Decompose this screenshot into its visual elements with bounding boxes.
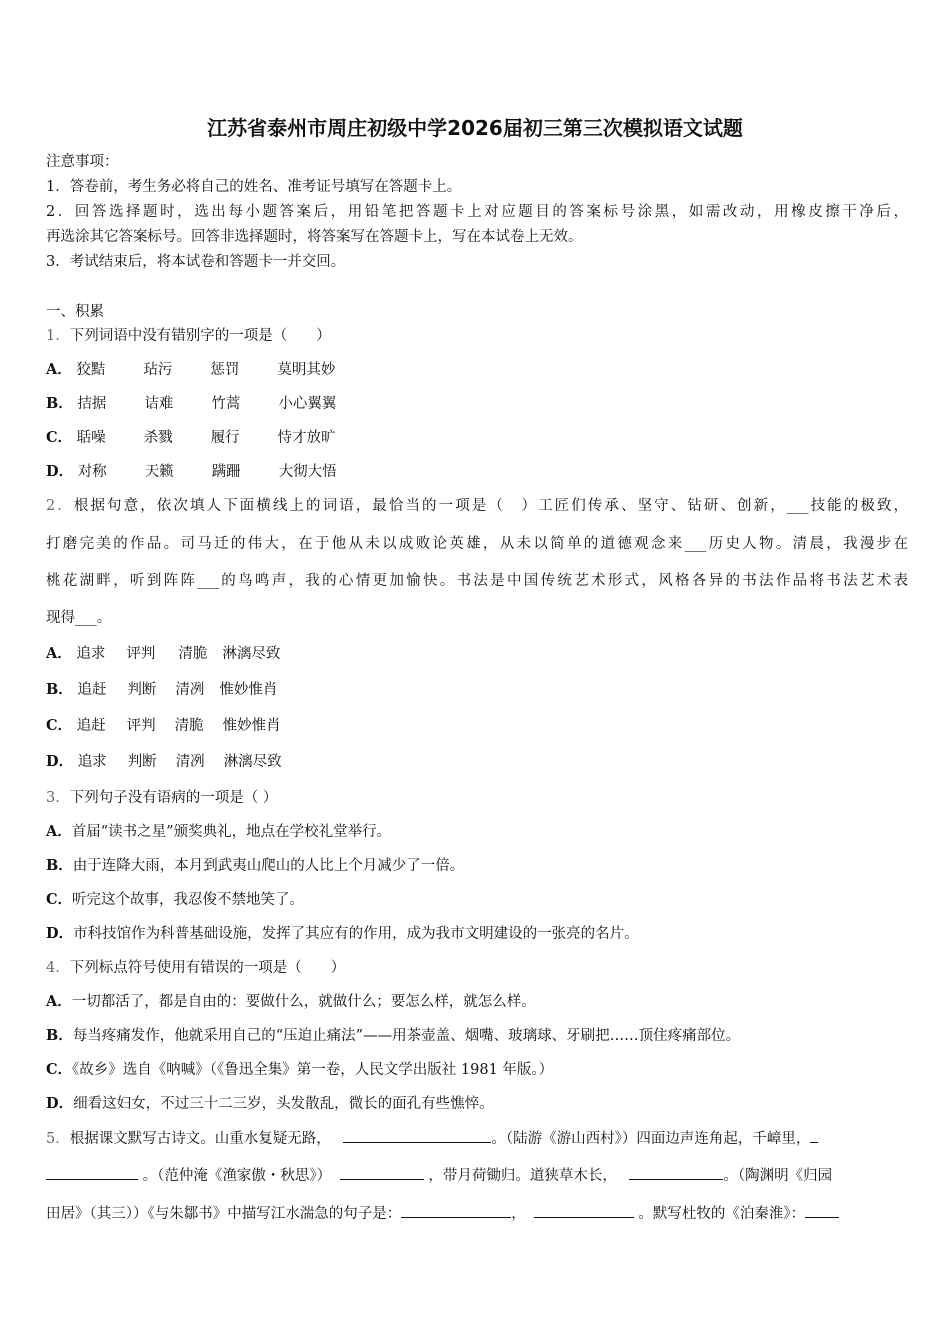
question-5-line-3	[46, 1203, 908, 1224]
option-word: 莫明其妙	[277, 362, 336, 378]
question-1-stem	[46, 326, 908, 346]
option-word: 清冽	[175, 754, 205, 770]
option-word: 淋漓尽致	[223, 754, 282, 770]
question-text: ，带月荷锄归。道狭草木长，	[428, 1168, 617, 1184]
option-letter: A．	[46, 361, 72, 378]
question-2-line-1	[46, 496, 908, 516]
option-word: 清冽	[175, 682, 205, 698]
question-5-line-2	[46, 1165, 908, 1186]
option-word: 对称	[77, 464, 107, 480]
answer-blank[interactable]	[46, 1165, 138, 1180]
q1-option-a	[46, 360, 335, 380]
option-word: 杀戮	[143, 430, 173, 446]
option-letter: B．	[46, 857, 73, 874]
option-word: 聒噪	[76, 430, 106, 446]
option-word: 小心翼翼	[278, 396, 337, 412]
option-word: 诘难	[144, 396, 174, 412]
q3-option-a	[46, 822, 391, 842]
question-2-line-2: 打磨完美的作品。司马迁的伟大，在于他从未以成败论英雄，从未以简单的道德观念来___历史人物。清晨，我漫步在	[46, 536, 908, 552]
question-number: 1．	[46, 328, 70, 344]
question-text: 。（陶渊明《归园	[723, 1168, 833, 1184]
option-letter: B．	[46, 681, 73, 698]
q4-option-c	[46, 1060, 553, 1080]
notice-item-1: 1．答卷前，考生务必将自己的姓名、准考证号填写在答题卡上。	[46, 179, 462, 195]
option-word: 追求	[77, 754, 107, 770]
q2-option-c	[46, 716, 281, 736]
notice-item-3: 3．考试结束后，将本试卷和答题卡一并交回。	[46, 254, 346, 270]
option-word: 追求	[76, 646, 106, 662]
q1-option-b	[46, 394, 336, 414]
option-letter: D．	[46, 753, 74, 770]
option-letter: A．	[46, 823, 72, 840]
option-text: 听完这个故事，我忍俊不禁地笑了。	[72, 892, 305, 908]
q2-option-d	[46, 752, 282, 772]
q2-option-a	[46, 644, 280, 664]
question-text: ，	[511, 1206, 526, 1222]
q1-option-d	[46, 462, 337, 482]
notice-item-2: 2．回答选择题时，选出每小题答案后，用铅笔把答题卡上对应题目的答案标号涂黑，如需改动，用橡皮擦干净后，	[46, 204, 908, 220]
question-text: 下列词语中没有错别字的一项是（ ）	[69, 328, 331, 344]
question-text: 。（范仲淹《渔家傲・秋思》）	[142, 1168, 332, 1184]
option-letter: C．	[46, 429, 73, 446]
option-text: 每当疼痛发作，他就采用自己的“压迫止痛法”——用茶壶盖、烟嘴、玻璃球、牙刷把……顶住疼痛部位。	[72, 1028, 741, 1044]
option-letter: C．	[46, 891, 73, 908]
option-text: 市科技馆作为科普基础设施，发挥了其应有的作用，成为我市文明建设的一张亮的名片。	[73, 926, 639, 942]
question-number: 4．	[46, 960, 70, 976]
answer-blank[interactable]	[810, 1128, 818, 1143]
question-2-line-3: 桃花湖畔，听到阵阵___的鸟鸣声，我的心情更加愉快。书法是中国传统艺术形式，风格各异的书法作品将书法艺术表	[46, 573, 908, 589]
question-text: 根据课文默写古诗文。山重水复疑无路，	[69, 1131, 331, 1147]
question-text: 。默写杜牧的《泊秦淮》：	[638, 1206, 806, 1222]
question-2-line-4: 现得___。	[46, 610, 112, 626]
question-text: 田居》（其三））《与朱鄒书》中描写江水湍急的句子是：	[46, 1206, 402, 1222]
question-4-stem	[46, 958, 908, 978]
option-text: 首届“读书之星”颁奖典礼，地点在学校礼堂举行。	[71, 824, 392, 840]
option-text: 由于连降大雨，本月到武夷山爬山的人比上个月减少了一倍。	[72, 858, 465, 874]
q4-option-a	[46, 992, 536, 1012]
page-title: 江苏省泰州市周庄初级中学2026届初三第三次模拟语文试题	[207, 116, 743, 140]
option-word: 评判	[126, 646, 156, 662]
q3-option-d	[46, 924, 639, 944]
option-letter: A．	[46, 645, 72, 662]
option-text: 《故乡》选自《呐喊》（《鲁迅全集》第一卷，人民文学出版社 1981 年版。）	[72, 1062, 554, 1078]
answer-blank[interactable]	[340, 1165, 424, 1180]
option-word: 拮据	[77, 396, 107, 412]
option-letter: D．	[46, 925, 74, 942]
question-number: 2．	[46, 498, 74, 514]
option-word: 天籁	[144, 464, 174, 480]
question-number: 3．	[46, 790, 70, 806]
option-word: 蹒跚	[211, 464, 241, 480]
q2-option-b	[46, 680, 277, 700]
option-word: 淋漓尽致	[222, 646, 281, 662]
option-word: 追赶	[77, 682, 107, 698]
option-word: 惟妙惟肖	[219, 682, 278, 698]
option-letter: B．	[46, 395, 73, 412]
option-word: 履行	[210, 430, 240, 446]
option-letter: C．	[46, 1061, 73, 1078]
option-word: 玷污	[143, 362, 173, 378]
option-word: 清脆	[174, 718, 204, 734]
notice-item-2-cont: 再选涂其它答案标号。回答非选择题时，将答案写在答题卡上，写在本试卷上无效。	[46, 229, 583, 245]
question-5-line-1	[46, 1128, 908, 1149]
answer-blank[interactable]	[534, 1203, 634, 1218]
option-letter: D．	[46, 1095, 74, 1112]
question-number: 5．	[46, 1131, 70, 1147]
option-word: 惩罚	[210, 362, 240, 378]
question-text: 下列标点符号使用有错误的一项是（ ）	[69, 960, 346, 976]
option-word: 判断	[127, 754, 157, 770]
option-letter: B．	[46, 1027, 73, 1044]
option-word: 惟妙惟肖	[222, 718, 281, 734]
notice-heading: 注意事项：	[46, 154, 119, 170]
option-word: 大彻大悟	[278, 464, 337, 480]
option-word: 判断	[127, 682, 157, 698]
question-text: 根据句意，依次填人下面横线上的词语，最恰当的一项是（ ）工匠们传承、坚守、钻研、创新，___技能的极致，	[73, 498, 908, 514]
option-text: 细看这妇女，不过三十二三岁，头发散乱，微长的面孔有些憔悴。	[73, 1096, 494, 1112]
answer-blank[interactable]	[343, 1128, 491, 1143]
option-word: 竹蒿	[211, 396, 241, 412]
option-word: 恃才放旷	[277, 430, 336, 446]
section-heading: 一、积累	[46, 304, 104, 320]
q3-option-b	[46, 856, 464, 876]
q1-option-c	[46, 428, 336, 448]
answer-blank[interactable]	[401, 1203, 511, 1218]
answer-blank[interactable]	[805, 1203, 839, 1218]
q4-option-b	[46, 1026, 740, 1046]
question-text: 下列句子没有语病的一项是（ ）	[69, 790, 278, 806]
option-letter: D．	[46, 463, 74, 480]
option-word: 清脆	[178, 646, 208, 662]
option-word: 评判	[126, 718, 156, 734]
option-text: 一切都活了，都是自由的：要做什么，就做什么；要怎么样，就怎么样。	[71, 994, 536, 1010]
answer-blank[interactable]	[629, 1165, 723, 1180]
question-3-stem	[46, 788, 908, 808]
option-word: 追赶	[76, 718, 106, 734]
option-letter: C．	[46, 717, 73, 734]
option-word: 狡黠	[76, 362, 106, 378]
option-letter: A．	[46, 993, 72, 1010]
question-text: 。（陆游《游山西村》）四面边声连角起，千嶂里，	[491, 1131, 811, 1147]
q3-option-c	[46, 890, 304, 910]
q4-option-d	[46, 1094, 494, 1114]
